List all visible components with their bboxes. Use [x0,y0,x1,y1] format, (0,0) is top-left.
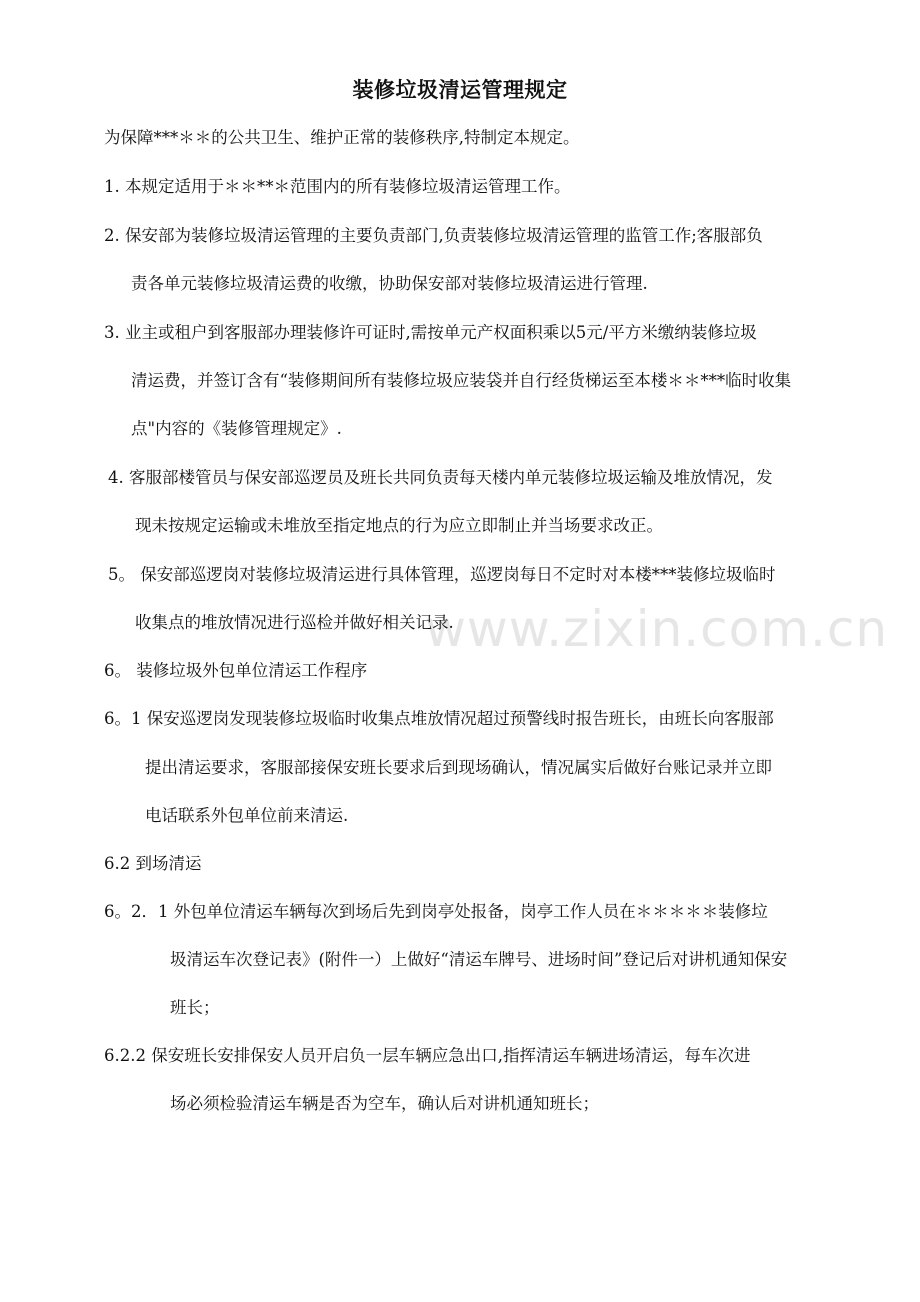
watermark: www.zixin.com.cn [425,600,889,658]
clause-6-2-2-line-2: 场必须检验清运车辆是否为空车，确认后对讲机通知班长； [170,1094,599,1113]
clause-6-2-1-line-1: 6。2．1 外包单位清运车辆每次到场后先到岗亭处报备，岗亭工作人员在＊＊＊＊＊装修垃 [104,902,768,921]
clause-4-line-2: 现未按规定运输或未堆放至指定地点的行为应立即制止并当场要求改正。 [135,516,663,535]
clause-3-line-3: 点"内容的《装修管理规定》. [131,419,342,438]
clause-6-heading: 6。 装修垃圾外包单位清运工作程序 [104,661,368,680]
clause-6-1-line-3: 电话联系外包单位前来清运. [145,806,349,825]
clause-6-2-1-line-3: 班长； [170,998,220,1017]
clause-6-2-heading: 6.2 到场清运 [104,854,202,873]
clause-6-2-1-line-2: 圾清运车次登记表》(附件一）上做好“清运车牌号、进场时间”登记后对讲机通知保安 [170,950,788,969]
clause-2-line-1: 2. 保安部为装修垃圾清运管理的主要负责部门,负责装修垃圾清运管理的监管工作;客服部负 [104,226,763,245]
clause-6-2-2-line-1: 6.2.2 保安班长安排保安人员开启负一层车辆应急出口,指挥清运车辆进场清运，每车次进 [104,1046,751,1065]
clause-6-1-line-2: 提出清运要求，客服部接保安班长要求后到现场确认，情况属实后做好台账记录并立即 [145,758,772,777]
clause-1: 1. 本规定适用于＊＊**＊范围内的所有装修垃圾清运管理工作。 [104,177,571,196]
clause-5-line-2: 收集点的堆放情况进行巡检并做好相关记录. [135,613,454,632]
intro-paragraph: 为保障***＊＊的公共卫生、维护正常的装修秩序,特制定本规定。 [104,128,580,147]
clause-2-line-2: 责各单元装修垃圾清运费的收缴，协助保安部对装修垃圾清运进行管理. [131,274,648,293]
clause-3-line-2: 清运费，并签订含有“装修期间所有装修垃圾应装袋并自行经货梯运至本楼＊＊***临时收集 [131,371,792,390]
clause-4-line-1: 4. 客服部楼管员与保安部巡逻员及班长共同负责每天楼内单元装修垃圾运输及堆放情况，发 [108,468,773,487]
document-title: 装修垃圾清运管理规定 [352,78,568,102]
clause-5-line-1: 5。 保安部巡逻岗对装修垃圾清运进行具体管理，巡逻岗每日不定时对本楼***装修垃圾临时 [108,565,776,584]
clause-6-1-line-1: 6。1 保安巡逻岗发现装修垃圾临时收集点堆放情况超过预警线时报告班长，由班长向客服部 [104,709,774,728]
clause-3-line-1: 3. 业主或租户到客服部办理装修许可证时,需按单元产权面积乘以5元/平方米缴纳装修垃圾 [104,323,757,342]
